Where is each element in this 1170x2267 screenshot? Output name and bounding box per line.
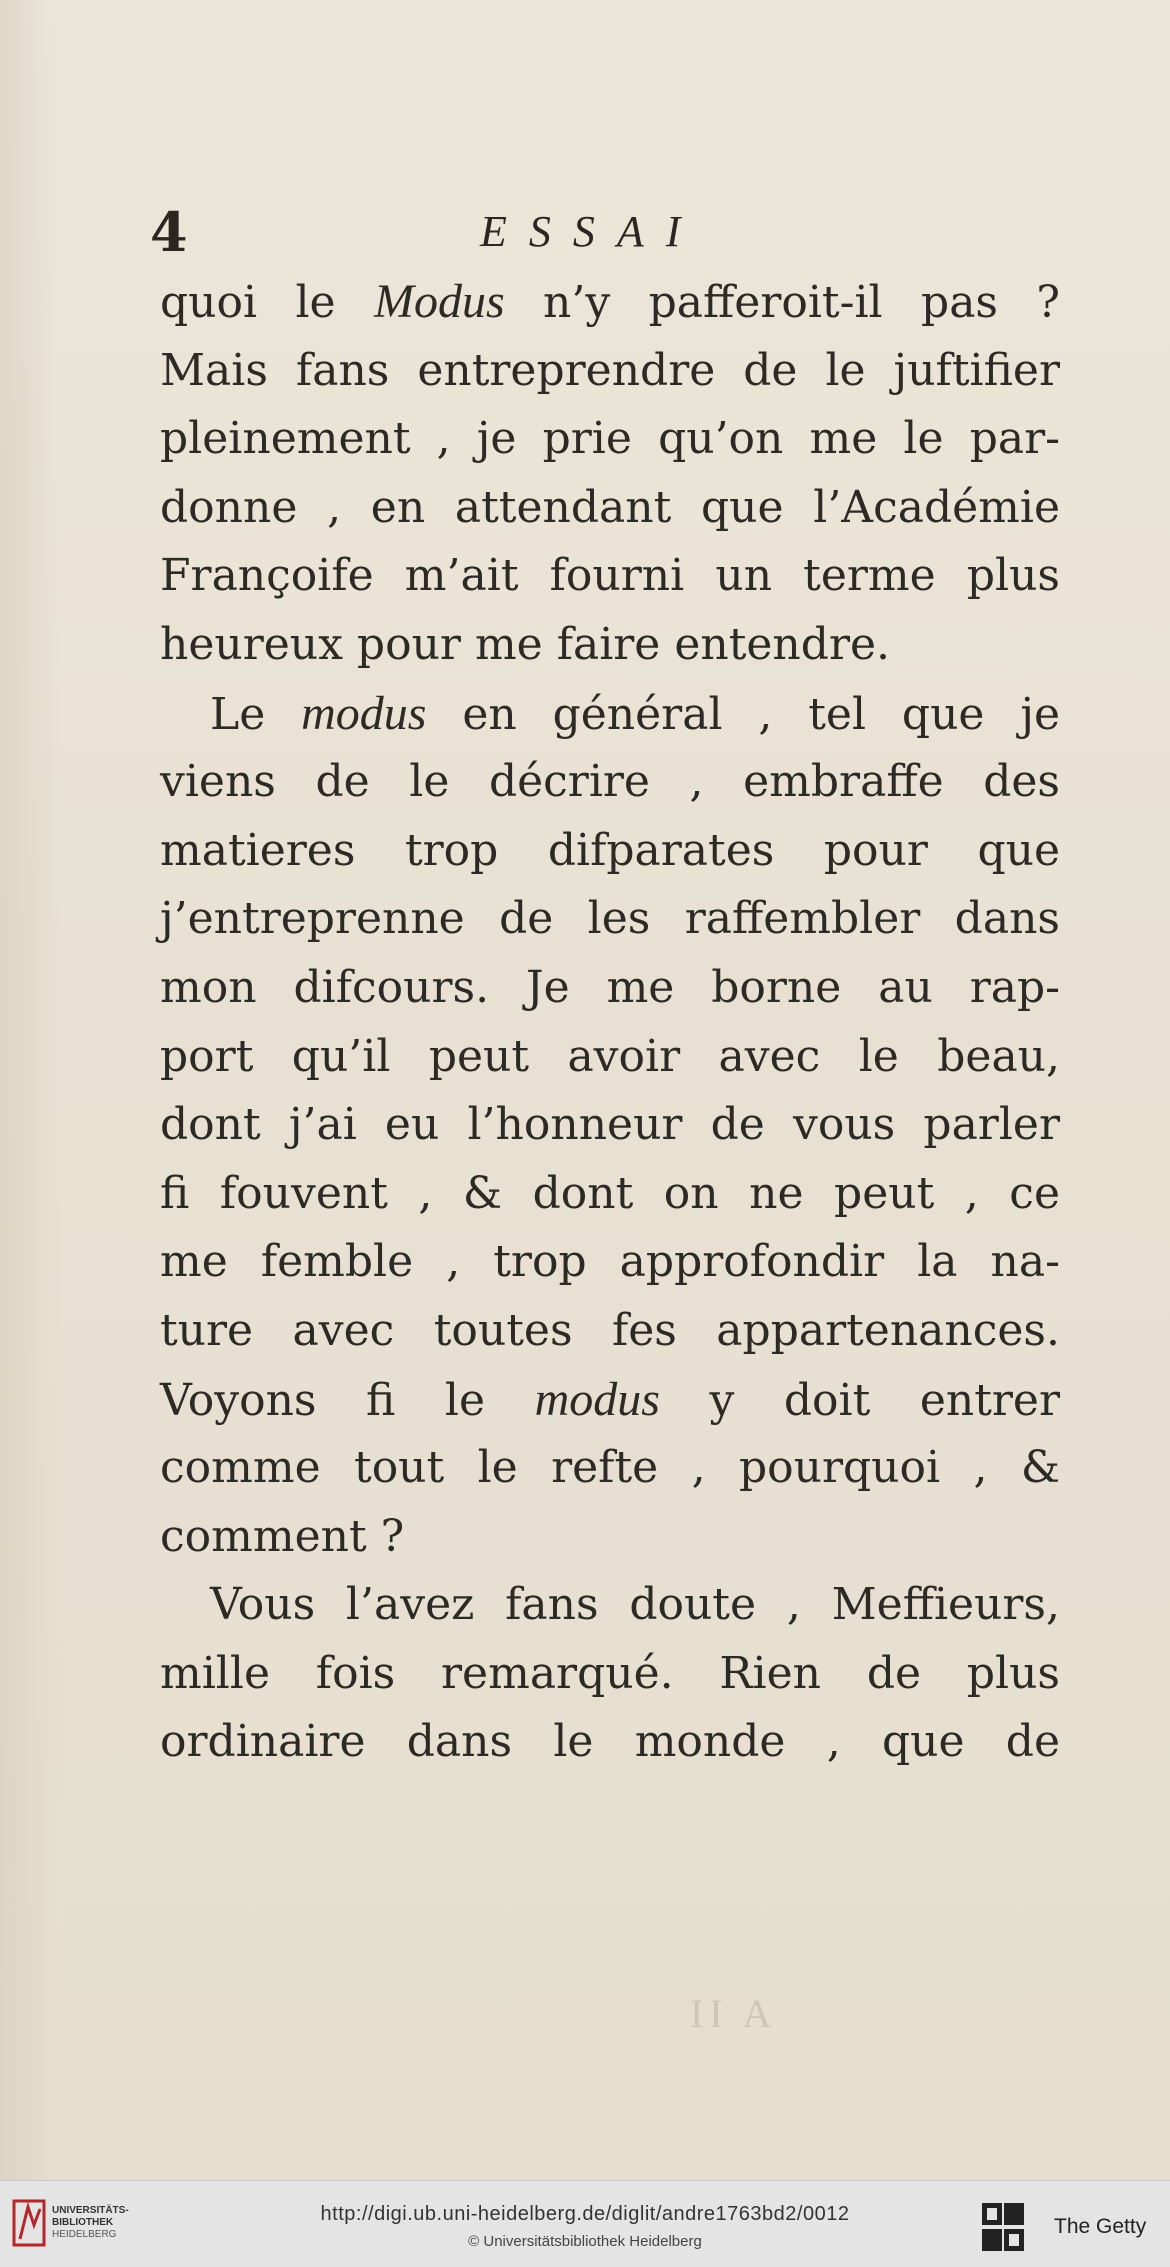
running-title: ESSAI bbox=[480, 207, 703, 256]
paragraph-start-line: Vous l’avez fans doute , Meffieurs, bbox=[210, 1579, 1060, 1631]
body-text bbox=[160, 268, 1060, 1777]
text-line: quoi le Modus n’y pafferoit-il pas ? bbox=[160, 275, 1060, 328]
paragraph-start-line: Le modus en général , tel que je bbox=[210, 686, 1061, 740]
text-line: Françoife m’ait fourni un terme plus bbox=[160, 550, 1060, 602]
text-line: j’entreprenne de les raffembler dans bbox=[160, 893, 1060, 945]
text-line: pleinement , je prie qu’on me le par- bbox=[160, 413, 1060, 465]
getty-logo-icon bbox=[982, 2203, 1024, 2251]
text-line: Mais fans entreprendre de le juftifier bbox=[160, 344, 1060, 396]
text-line: dont j’ai eu l’honneur de vous parler bbox=[160, 1099, 1060, 1151]
partner-name: The Getty bbox=[1054, 2215, 1147, 2238]
text-line: ture avec toutes fes appartenances. bbox=[160, 1304, 1060, 1356]
copyright-notice: © Universitätsbibliothek Heidelberg bbox=[468, 2233, 702, 2250]
text-line: viens de le décrire , embraffe des bbox=[160, 756, 1060, 808]
text-line: heureux pour me faire entendre. bbox=[160, 618, 890, 670]
text-line: Voyons fi le modus y doit entrer bbox=[160, 1372, 1061, 1426]
page-number: 4 bbox=[150, 200, 188, 264]
signature-mark: II A bbox=[690, 1991, 778, 2036]
library-name: UNIVERSITÄTS- BIBLIOTHEK HEIDELBERG bbox=[52, 2205, 129, 2240]
text-line: ordinaire dans le monde , que de bbox=[160, 1716, 1060, 1768]
text-line: comment ? bbox=[160, 1510, 405, 1562]
page-edge-shadow bbox=[0, 0, 60, 2180]
text-line: port qu’il peut avoir avec le beau, bbox=[160, 1030, 1060, 1082]
text-line: matieres trop difparates pour que bbox=[160, 824, 1060, 876]
text-line: mon difcours. Je me borne au rap- bbox=[160, 961, 1060, 1013]
text-line: mille fois remarqué. Rien de plus bbox=[160, 1647, 1060, 1699]
text-line: fi fouvent , & dont on ne peut , ce bbox=[160, 1167, 1060, 1219]
running-head bbox=[150, 200, 1050, 270]
viewer-footer bbox=[0, 2180, 1170, 2267]
text-line: me femble , trop approfondir la na- bbox=[160, 1236, 1060, 1288]
text-line: comme tout le refte , pourquoi , & bbox=[160, 1442, 1060, 1494]
permalink-url[interactable]: http://digi.ub.uni-heidelberg.de/diglit/andre1763bd2/0012 bbox=[320, 2203, 850, 2225]
text-line: donne , en attendant que l’Académie bbox=[160, 481, 1060, 533]
